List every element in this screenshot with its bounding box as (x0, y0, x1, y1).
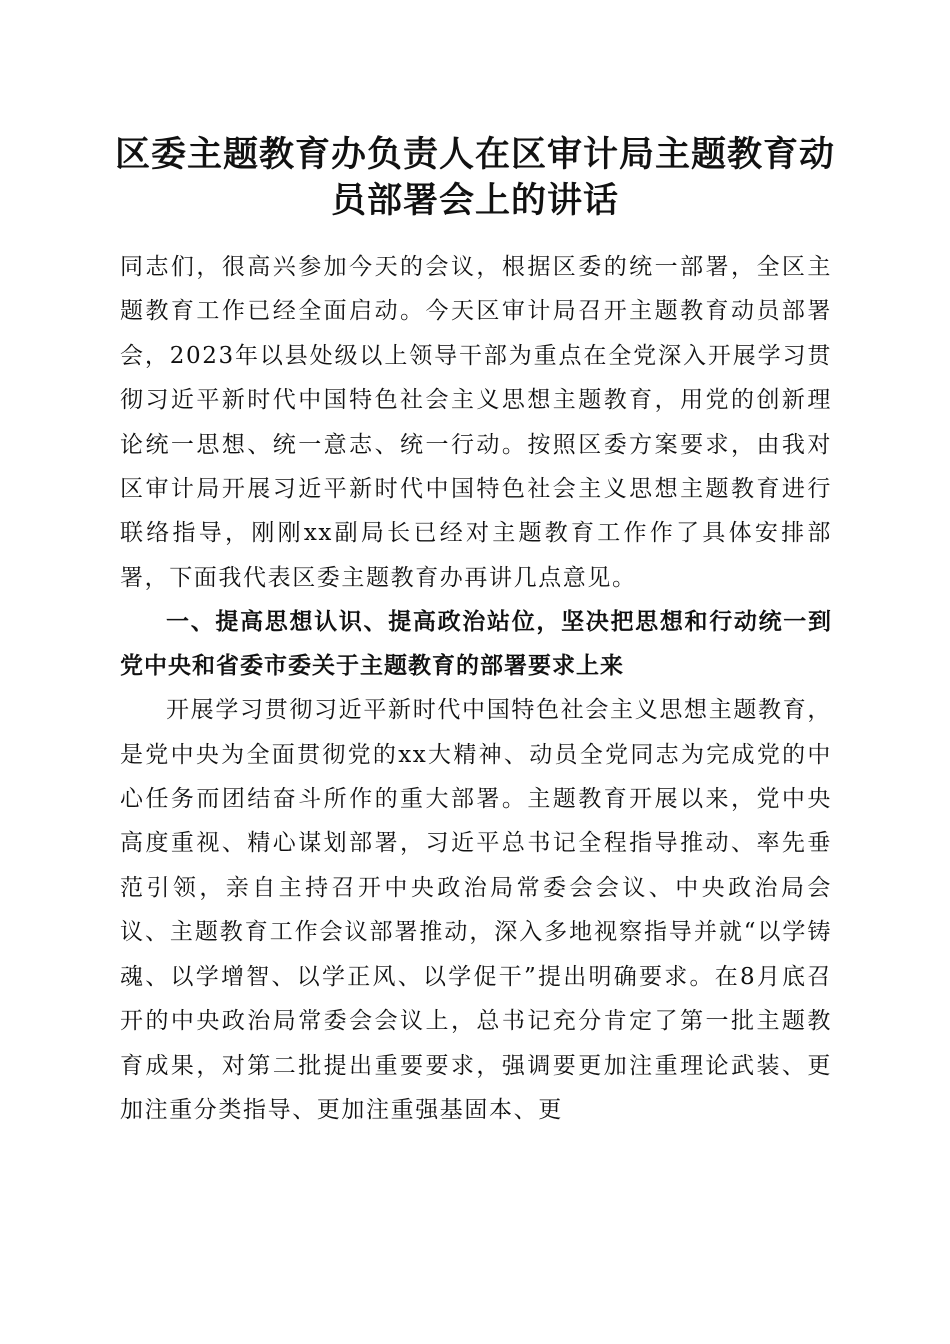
body-paragraph: 开展学习贯彻习近平新时代中国特色社会主义思想主题教育，是党中央为全面贯彻党的xx大精神、动员全党同志为完成党的中心任务而团结奋斗所作的重大部署。主题教育开展以来，党中央高度重视、精心谋划部署，习近平总书记全程指导推动、率先垂范引领，亲自主持召开中央政治局常委会会议、中央政治局会议、主题教育工作会议部署推动，深入多地视察指导并就“以学铸魂、以学增智、以学正风、以学促干”提出明确要求。在8月底召开的中央政治局常委会会议上，总书记充分肯定了第一批主题教育成果，对第二批提出重要要求，强调要更加注重理论武装、更加注重分类指导、更加注重强基固本、更 (120, 697, 832, 1123)
document-body (120, 245, 832, 1132)
opening-paragraph: 同志们，很高兴参加今天的会议，根据区委的统一部署，全区主题教育工作已经全面启动。今天区审计局召开主题教育动员部署会，2023年以县处级以上领导干部为重点在全党深入开展学习贯彻习近平新时代中国特色社会主义思想主题教育，用党的创新理论统一思想、统一意志、统一行动。按照区委方案要求，由我对区审计局开展习近平新时代中国特色社会主义思想主题教育进行联络指导，刚刚xx副局长已经对主题教育工作作了具体安排部署，下面我代表区委主题教育办再讲几点意见。 (120, 254, 832, 591)
section-heading-1: 一、提高思想认识、提高政治站位，坚决把思想和行动统一到党中央和省委市委关于主题教育的部署要求上来 (120, 609, 832, 680)
document-title: 区委主题教育办负责人在区审计局主题教育动员部署会上的讲话 (114, 134, 835, 221)
